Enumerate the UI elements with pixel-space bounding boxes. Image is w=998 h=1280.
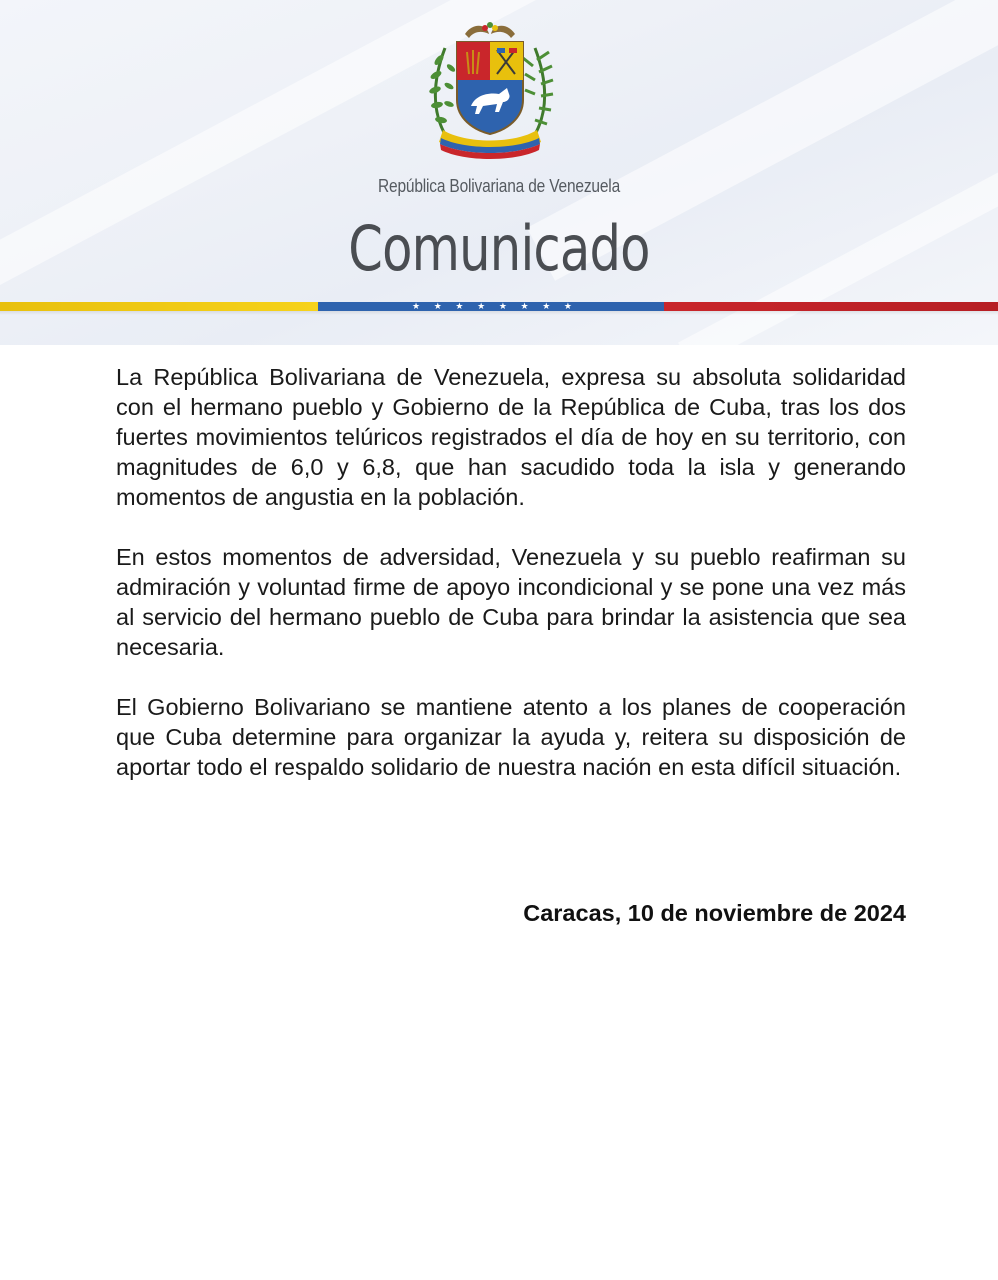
star-icon: ★ (477, 301, 486, 311)
statement-body (116, 362, 906, 812)
star-icon: ★ (542, 301, 551, 311)
star-icon: ★ (455, 301, 464, 311)
star-icon: ★ (412, 301, 421, 311)
star-icon: ★ (563, 301, 572, 311)
coat-of-arms-icon (425, 20, 555, 160)
statement-paragraph: En estos momentos de adversidad, Venezuela y su pueblo reafirman su admiración y voluntad firme de apoyo incondicional y se pone una vez más al servicio del hermano pueblo de Cuba para brindar la asistencia que sea necesaria. (116, 544, 906, 660)
statement-paragraph: El Gobierno Bolivariano se mantiene atento a los planes de cooperación que Cuba determine para organizar la ayuda y, reitera su disposición de aportar todo el respaldo solidario de nuestra nación en esta difícil situación. (116, 694, 906, 780)
star-icon: ★ (498, 301, 507, 311)
issuing-government: República Bolivariana de Venezuela (377, 176, 621, 196)
place-and-date: Caracas, 10 de noviembre de 2024 (523, 900, 906, 926)
document-title: Comunicado (348, 212, 650, 285)
letterhead (0, 0, 998, 345)
star-icon: ★ (520, 301, 529, 311)
statement-paragraph: La República Bolivariana de Venezuela, expresa su absoluta solidaridad con el hermano pueblo y Gobierno de la República de Cuba, tras los dos fuertes movimientos telúricos registrados el día de hoy en su territorio, con magnitudes de 6,0 y 6,8, que han sacudido toda la isla y generando momentos de angustia en la población. (116, 364, 906, 510)
flag-red-stripe (664, 302, 998, 311)
flag-yellow-stripe (0, 302, 318, 311)
star-icon: ★ (433, 301, 442, 311)
